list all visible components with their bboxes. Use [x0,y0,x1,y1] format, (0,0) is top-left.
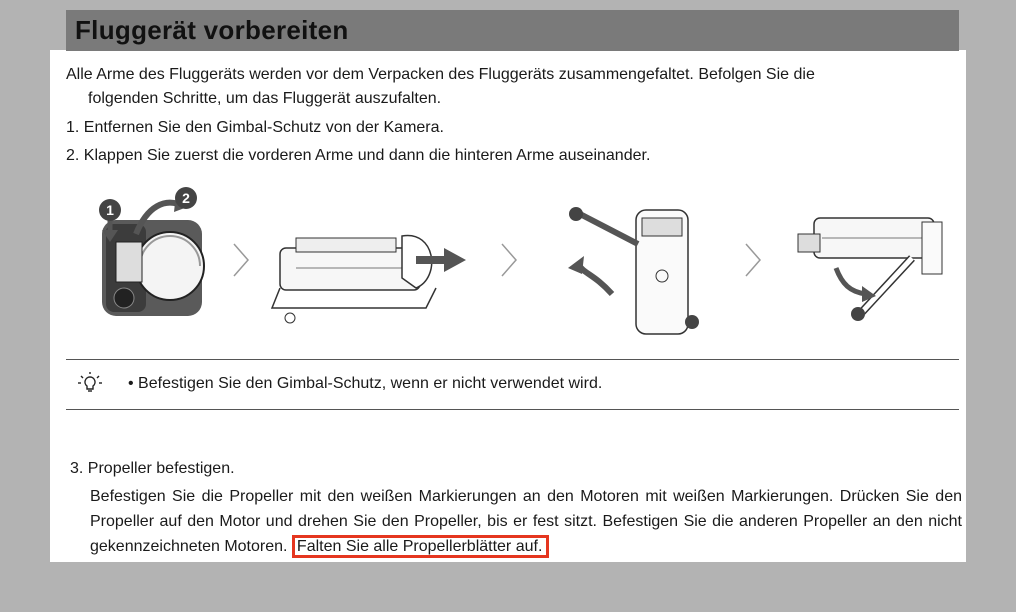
drone-cover-illustration [266,218,476,328]
badge-1: 1 [106,202,114,218]
gimbal-protector-illustration [96,182,236,322]
intro-paragraph [66,63,959,111]
tip-text: • Befestigen Sie den Gimbal-Schutz, wenn er nicht verwendet wird. [128,375,603,392]
unfold-illustrations [66,180,959,350]
tip-divider-bottom [66,409,959,410]
intro-line-2: folgenden Schritte, um das Fluggerät auszufalten. [88,90,442,107]
step-3-text: Befestigen Sie die Propeller mit den weißen Markierungen an den Motoren mit weißen Markierungen. Drücken Sie den Propeller auf den Motor und drehen Sie den Propeller, bis er fest sitzt. Befestigen Sie die anderen Propeller an den nicht gekennzeichneten Motoren. [90,488,962,555]
chevron-right-icon [230,240,252,280]
lightbulb-icon [78,372,102,396]
tip-row [66,360,959,408]
front-arms-illustration [554,204,704,344]
section-header [66,10,959,51]
step-3-title: 3. Propeller befestigen. [70,460,235,477]
chevron-right-icon [498,240,520,280]
step-3-body [90,484,962,559]
section-title: Fluggerät vorbereiten [75,15,349,45]
highlighted-instruction: Falten Sie alle Propellerblätter auf. [292,535,549,558]
intro-line-1: Alle Arme des Fluggeräts werden vor dem Verpacken des Fluggeräts zusammengefaltet. Befolgen Sie die [66,66,815,83]
step-1: 1. Entfernen Sie den Gimbal-Schutz von der Kamera. [66,119,444,136]
chevron-right-icon [742,240,764,280]
rear-arms-illustration [792,210,952,330]
step-2: 2. Klappen Sie zuerst die vorderen Arme und dann die hinteren Arme auseinander. [66,147,651,164]
badge-2: 2 [182,190,190,206]
